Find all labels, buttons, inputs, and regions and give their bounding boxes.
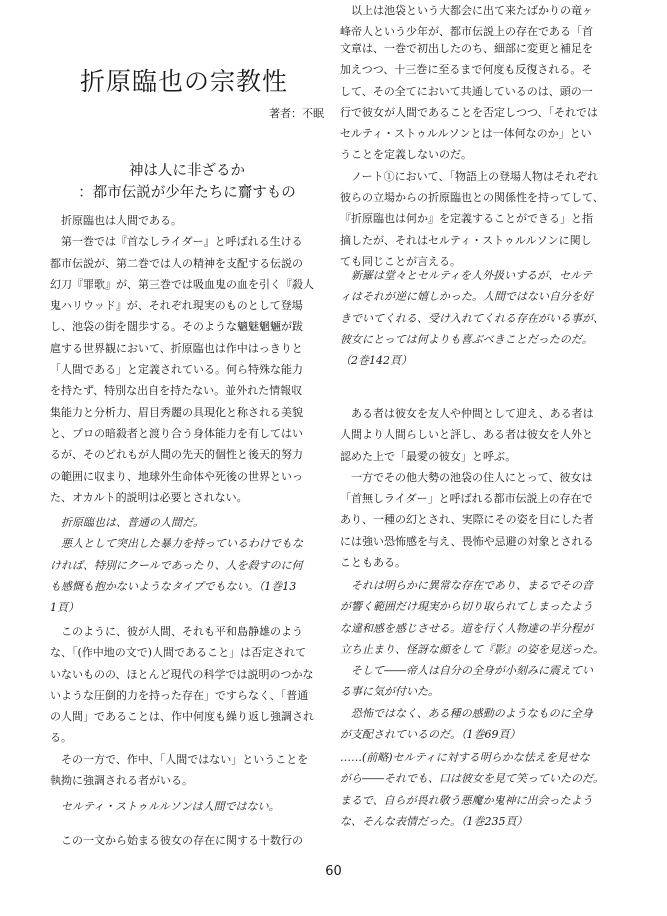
- text-line: 恐怖ではなく、ある種の感動のようなものに全身: [340, 706, 593, 720]
- text-line: 都市伝説が、第二巻では人の精神を支配する伝説の: [50, 256, 303, 270]
- text-line: 文章は、一巻で初出したのち、細部に変更と補足を: [340, 42, 593, 55]
- text-line: まるで、自らが畏れ敬う悪魔か鬼神に出会ったよう: [340, 793, 593, 807]
- text-line: 執拗に強調される者がいる。: [50, 774, 193, 788]
- block-quote: [50, 796, 324, 817]
- text-line: 『折原臨也は何か』を定義することができる」と指: [340, 212, 593, 226]
- text-line: 幻刀『罪歌』が、第三巻では吸血鬼の血を引く『殺人: [50, 277, 314, 291]
- page-number: 60: [325, 864, 342, 879]
- text-line: 摘したが、それはセルティ・ストゥルルソンに関し: [340, 233, 592, 247]
- section-heading: [50, 160, 324, 204]
- text-line: 「首無しライダー」と呼ばれる都市伝説上の存在で: [340, 492, 593, 506]
- text-line: が響く範囲だけ現実から切り取られてしまったよう: [340, 600, 593, 614]
- paragraph: [50, 621, 324, 791]
- author-line: 著者：不眠: [269, 107, 324, 120]
- text-line: いような圧倒的力を持った存在」ですらなく、「普通: [50, 688, 309, 702]
- text-line: 彼女にとっては何よりも喜ぶべきことだったのだ。: [340, 332, 593, 346]
- text-line: あり、一種の幻とされ、実際にその姿を目にした者: [340, 513, 594, 527]
- text-line: うことを定義しないのだ。: [340, 148, 472, 162]
- text-line: 峰帝人という少年が、都市伝説上の存在である「首: [340, 25, 593, 39]
- text-line: な、「(作中地の文で)人間であること」は否定されて: [50, 646, 307, 660]
- text-line: この一文から始まる彼女の存在に関する十数行の: [50, 834, 303, 847]
- text-line: るが、そのどれもが人間の先天的個性と後天的努力: [50, 448, 303, 462]
- block-quote: [340, 265, 617, 371]
- text-line: （2巻142頁）: [340, 354, 412, 368]
- text-line: そして――帝人は自分の全身が小刻みに震えてい: [340, 664, 593, 678]
- text-line: セルティ・ストゥルルソンとは一体何なのか」とい: [340, 127, 592, 141]
- text-line: ある者は彼女を友人や仲間として迎え、ある者は: [340, 407, 594, 420]
- text-line: 「人間である」と定義されている。何ら特殊な能力: [50, 363, 303, 377]
- paragraph: [340, 38, 617, 272]
- text-line: 人間より人間らしいと評し、ある者は彼女を人外と: [340, 428, 593, 442]
- text-line: 彼らの立場からの折原臨也との関係性を持ってして、: [340, 191, 604, 205]
- text-line: る。: [50, 731, 72, 745]
- paragraph: [340, 403, 617, 573]
- text-line: 鬼ハリウッド』が、それぞれ現実のものとして登場: [50, 299, 303, 313]
- text-line: それは明らかに異常な存在であり、まるでその音: [340, 579, 593, 592]
- text-line: 1頁）: [50, 601, 79, 615]
- text-line: 認めた上で「最愛の彼女」と呼ぶ。: [340, 449, 517, 463]
- text-line: と、プロの暗殺者と渡り合う身体能力を有してはい: [50, 426, 303, 440]
- text-line: 新羅は堂々とセルティを人外扱いするが、セルテ: [340, 269, 593, 282]
- text-line: 一方でその他大勢の池袋の住人にとって、彼女は: [340, 470, 593, 484]
- text-line: の人間」であることは、作中何度も繰り返し強調され: [50, 710, 314, 724]
- text-line: がら――それでも、口は彼女を見て笑っていたのだ。: [340, 772, 604, 786]
- text-line: ければ、特別にクールであったり、人を殺すのに何: [50, 558, 303, 572]
- text-line: ィはそれが逆に嬉しかった。人間ではない自分を好: [340, 290, 593, 304]
- text-line: の範囲に収まり、地球外生命体や死後の世界といっ: [50, 469, 303, 483]
- text-line: ……(前略)セルティに対する明らかな怯えを見せな: [340, 751, 590, 764]
- text-line: その一方で、作中、「人間ではない」ということを: [50, 752, 309, 766]
- text-line: し、池袋の街を闊歩する。そのような魑魅魍魎が跋: [50, 320, 303, 334]
- block-quote: [340, 575, 617, 745]
- section-heading-line-2: ：都市伝説が少年たちに齎すもの: [78, 185, 296, 201]
- text-line: も感慨も抱かないようなタイプでもない。（1巻13: [50, 579, 297, 593]
- text-line: には強い恐怖感を与え、畏怖や忌避の対象とされる: [340, 534, 594, 548]
- block-quote: [50, 512, 324, 618]
- text-line: ても同じことが言える。: [340, 254, 461, 268]
- text-line: して、その全てにおいて共通しているのは、頭の一: [340, 84, 593, 98]
- text-line: る事に気が付いた。: [340, 685, 439, 699]
- block-quote: [340, 747, 617, 832]
- text-line: 扈する世界観において、折原臨也は作中はっきりと: [50, 341, 303, 355]
- text-line: 加えつつ、十三巻に至るまで何度も反復される。そ: [340, 63, 593, 77]
- text-line: 以上は池袋という大都会に出て来たばかりの竜ヶ: [340, 4, 593, 17]
- text-line: 折原臨也は、普通の人間だ。: [50, 516, 204, 529]
- text-line: 行で彼女が人間であることを否定しつつ、「それでは: [340, 105, 599, 119]
- section-heading-line-1: 神は人に非ざるか: [129, 163, 245, 179]
- text-line: 立ち止まり、怪訝な顔をして『影』の姿を見送った。: [340, 642, 604, 656]
- paragraph: [50, 210, 324, 508]
- text-line: 折原臨也は人間である。: [50, 214, 182, 227]
- text-line: 第一巻では『首なしライダー』と呼ばれる生ける: [50, 235, 303, 249]
- text-line: セルティ・ストゥルルソンは人間ではない。: [50, 800, 280, 813]
- text-line: な、そんな表情だった。（1巻235頁）: [340, 814, 528, 828]
- text-line: な違和感を感じさせる。道を行く人物達の半分程が: [340, 621, 593, 635]
- paragraph: [50, 830, 324, 851]
- article-title: 折原臨也の宗教性: [80, 67, 289, 96]
- text-line: いないものの、ほとんど現代の科学では説明のつかな: [50, 667, 314, 681]
- text-line: こともある。: [340, 556, 406, 570]
- paragraph: [340, 0, 617, 43]
- text-line: きでいてくれる、受け入れてくれる存在がいる事が、: [340, 311, 604, 325]
- text-line: を持たず、特別な出自を持たない。並外れた情報収: [50, 384, 303, 398]
- text-line: ノート①において、「物語上の登場人物はそれぞれ: [340, 169, 598, 183]
- text-line: 集能力と分析力、眉目秀麗の具現化と称される美貌: [50, 405, 303, 419]
- text-line: た、オカルト的説明は必要とされない。: [50, 490, 248, 504]
- text-line: が支配されているのだ。（1巻69頁）: [340, 728, 521, 742]
- text-line: 悪人として突出した暴力を持っているわけでもな: [50, 537, 303, 551]
- text-line: このように、彼が人間、それも平和島静雄のよう: [50, 625, 303, 638]
